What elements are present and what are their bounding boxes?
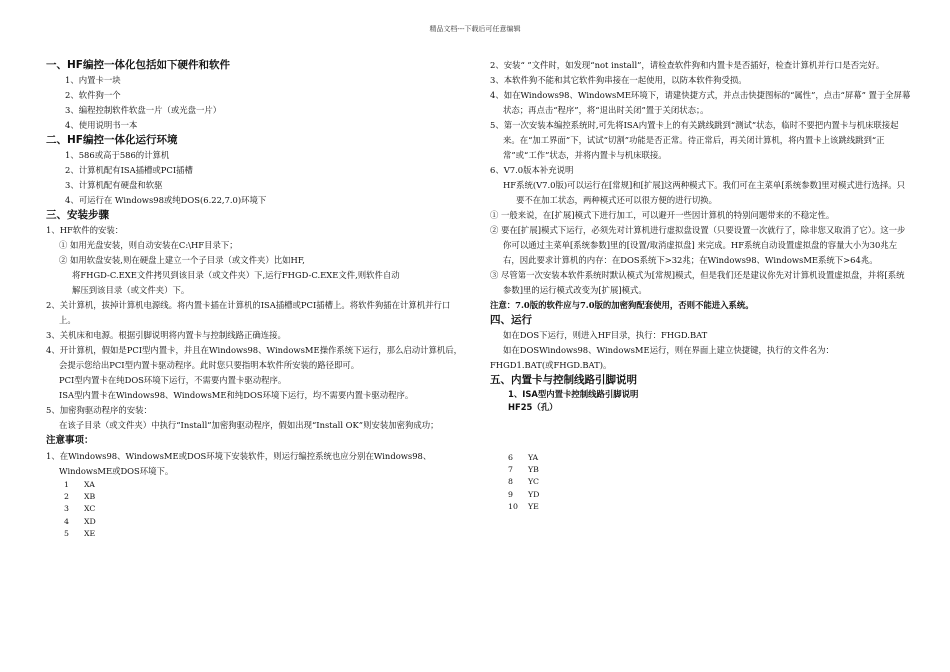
right-column xyxy=(490,58,912,513)
paragraph: 4、开计算机，假如是PCI型内置卡，并且在Windows98、WindowsME操作系统下运行，那么启动计算机后，会提示您给出PCI型内置卡驱动程序。此时您只要指明本软件所安装的路径即可。 xyxy=(46,345,462,370)
paragraph: 4、可运行在 Windows98或纯DOS(6.22,7.0)环境下 xyxy=(65,195,267,205)
pin-number: 3 xyxy=(64,504,69,514)
pin-signal: YA xyxy=(528,453,539,462)
paragraph: HF系统(V7.0版)可以运行在[常规]和[扩展]这两种模式下。我们可在主菜单[系统参数]里对模式进行选择。只要不在加工状态，两种模式还可以很方便的进行切换。 xyxy=(503,180,905,205)
paragraph: FHGD1.BAT(或FHGD.BAT)。 xyxy=(490,360,612,370)
paragraph: ③ 尽管第一次安装本软件系统时默认模式为[常规]模式，但是我们还是建议你先对计算机设置虚拟盘，并将[系统参数]里的运行模式改变为[扩展]模式。 xyxy=(490,270,905,295)
pin-row xyxy=(46,491,466,503)
paragraph: PCI型内置卡在纯DOS环境下运行，不需要内置卡驱动程序。 xyxy=(59,375,287,385)
pin-number: 7 xyxy=(508,465,513,475)
paragraph: 1、586或高于586的计算机 xyxy=(65,150,170,160)
paragraph: 3、关机床和电源。根据引脚说明将内置卡与控制线路正确连接。 xyxy=(46,330,286,340)
pin-number: 8 xyxy=(508,477,513,487)
pin-signal: YD xyxy=(528,489,540,499)
paragraph: 3、计算机配有硬盘和软驱 xyxy=(65,180,163,190)
paragraph: 4、如在Windows98、WindowsME环境下，请建快捷方式，并点击快捷图标的“属性”，点击“屏幕” 置于全屏幕状态；再点击“程序”，将“退出时关闭”置于关闭状态；。 xyxy=(490,90,911,115)
pin-row xyxy=(46,479,466,491)
section-heading: 二、HF编控一体化运行环境 xyxy=(46,134,178,146)
paragraph: 在该子目录（或文件夹）中执行“Install”加密狗驱动程序，假如出现“Install OK”则安装加密狗成功； xyxy=(59,420,439,430)
paragraph: 6、V7.0版本补充说明 xyxy=(490,165,574,175)
pin-number: 4 xyxy=(64,516,69,526)
paragraph: 5、加密狗驱动程序的安装： xyxy=(46,405,152,415)
pin-row xyxy=(490,501,912,513)
paragraph: ① 一般来说，在[扩展]模式下进行加工，可以避开一些因计算机的特别问题带来的不稳定性。 xyxy=(490,210,835,220)
paragraph: ② 要在[扩展]模式下运行，必须先对计算机进行虚拟盘设置（只要设置一次就行了，除非您又取消了它）。这一步你可以通过主菜单[系统参数]里的[设置/取消虚拟盘] 来完成。HF系统自动设置虚拟盘的容量大小为30兆左右，因此要求计算机的内存：在DOS系统下>32兆；在Windows98、WindowsME系统下>64兆。 xyxy=(490,225,906,265)
pin-number: 5 xyxy=(64,528,69,538)
paragraph: 1、内置卡一块 xyxy=(65,75,121,85)
pin-number: 2 xyxy=(64,492,69,502)
pin-signal: XC xyxy=(84,504,96,514)
pin-row xyxy=(490,464,912,476)
pin-signal: XA xyxy=(84,480,95,489)
pin-number: 1 xyxy=(64,480,69,489)
pin-row xyxy=(46,528,466,540)
paragraph: ② 如用软盘安装,则在硬盘上建立一个子目录（或文件夹）比如HF, xyxy=(59,255,305,265)
paragraph: 5、第一次安装本编控系统时,可先将ISA内置卡上的有关跳线跳到“测试”状态，临时不要把内置卡与机床联接起来。在“加工界面”下，试试“切割”功能是否正常。待正常后，再关闭计算机，将内置卡上该跳线跳到“正常”或“工作”状态，并将内置卡与机床联接。 xyxy=(490,120,899,160)
pin-signal: YC xyxy=(528,477,539,487)
pin-number: 9 xyxy=(508,489,513,499)
paragraph: ① 如用光盘安装，则自动安装在C:\HF目录下； xyxy=(59,240,238,250)
paragraph: 3、编程控制软件软盘一片（或光盘一片） xyxy=(65,105,222,115)
pin-signal: XD xyxy=(84,516,96,526)
paragraph: 3、本软件狗不能和其它软件狗串接在一起使用，以防本软件狗受损。 xyxy=(490,75,747,85)
page-header: 精品文档---下载后可任意编辑 xyxy=(429,25,521,33)
paragraph: 1、HF软件的安装： xyxy=(46,225,124,235)
section-heading: 三、安装步骤 xyxy=(46,209,109,221)
paragraph: 1、ISA型内置卡控制线路引脚说明 xyxy=(508,389,639,399)
left-column xyxy=(46,58,466,540)
pin-number: 10 xyxy=(508,501,518,511)
pin-row xyxy=(490,476,912,488)
pin-row xyxy=(46,516,466,528)
paragraph: 将FHGD-C.EXE文件拷贝到该目录（或文件夹）下,运行FHGD-C.EXE文件,则软件自动 xyxy=(72,270,400,280)
pin-signal: YB xyxy=(528,465,539,475)
note-heading: 注意事项： xyxy=(46,435,94,446)
section-heading: 一、HF编控一体化包括如下硬件和软件 xyxy=(46,59,230,71)
paragraph: ISA型内置卡在Windows98、WindowsME和纯DOS环境下运行，均不需要内置卡驱动程序。 xyxy=(59,390,414,400)
pin-signal: YE xyxy=(528,501,539,511)
pin-row xyxy=(490,489,912,501)
paragraph: 2、计算机配有ISA插槽或PCI插槽 xyxy=(65,165,193,175)
paragraph: 如在DOSWindows98、WindowsME运行，则在界面上建立快捷键，执行的文件名为： xyxy=(503,345,834,355)
pin-signal: XB xyxy=(84,492,96,502)
pin-row xyxy=(490,452,912,464)
paragraph: 4、使用说明书一本 xyxy=(65,120,138,130)
section-heading: 四、运行 xyxy=(490,314,532,326)
pin-row xyxy=(46,503,466,515)
pin-number: 6 xyxy=(508,453,513,462)
paragraph: 2、关计算机，拔掉计算机电源线。将内置卡插在计算机的ISA插槽或PCI插槽上。将软件狗插在计算机并行口上。 xyxy=(46,300,451,325)
paragraph: 1、在Windows98、WindowsME或DOS环境下安装软件，则运行编控系统也应分别在Windows98、WindowsME或DOS环境下。 xyxy=(46,451,432,476)
paragraph: 2、软件狗一个 xyxy=(65,90,121,100)
note-heading: 注意：7.0版的软件应与7.0版的加密狗配套使用，否则不能进入系统。 xyxy=(490,300,754,310)
section-heading: 五、内置卡与控制线路引脚说明 xyxy=(490,374,637,386)
paragraph: 2、安装“ ”文件时，如发现“not install”，请检查软件狗和内置卡是否插好，检查计算机并行口是否完好。 xyxy=(490,60,885,70)
spacer xyxy=(490,414,912,452)
pin-signal: XE xyxy=(84,528,96,538)
paragraph: HF25（孔） xyxy=(508,402,558,412)
paragraph: 解压到该目录（或文件夹）下。 xyxy=(72,285,190,295)
paragraph: 如在DOS下运行，则进入HF目录，执行：FHGD.BAT xyxy=(503,330,708,340)
